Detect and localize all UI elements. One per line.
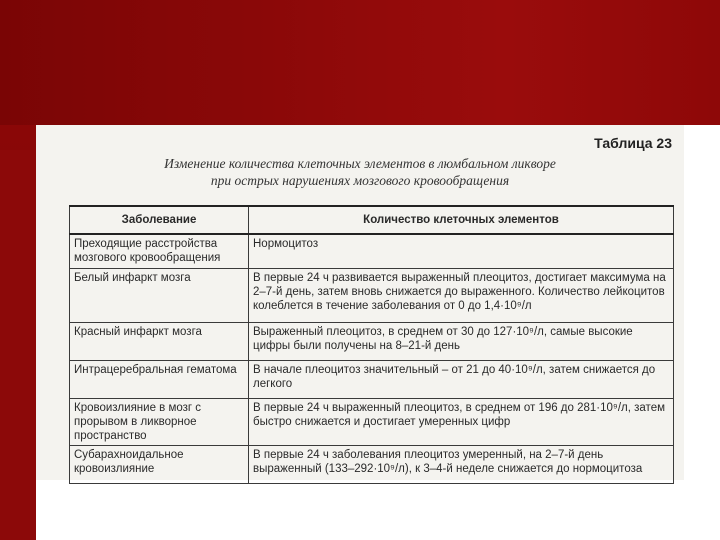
table-row	[70, 445, 674, 483]
disease-cell: Белый инфаркт мозга	[70, 268, 249, 322]
disease-cell: Кровоизлияние в мозг с прорывом в ликворное пространство	[70, 398, 249, 445]
data-table	[69, 205, 674, 484]
cells-cell: В первые 24 ч заболевания плеоцитоз умеренный, на 2–7-й день выраженный (133–292·10⁹/л), к 3–4-й неделе снижается до нормоцитоза	[249, 445, 674, 483]
slide-top-band	[0, 0, 720, 125]
cells-cell: Выраженный плеоцитоз, в среднем от 30 до 127·10⁹/л, самые высокие цифры были получены на 8–21-й день	[249, 322, 674, 360]
table-caption	[36, 155, 684, 189]
column-header-disease: Заболевание	[70, 206, 249, 234]
disease-cell: Красный инфаркт мозга	[70, 322, 249, 360]
column-header-cells: Количество клеточных элементов	[249, 206, 674, 234]
cells-cell: В первые 24 ч развивается выраженный плеоцитоз, достигает максимума на 2–7-й день, затем вновь снижается до выраженного. Количество лейкоцитов колеблется в течение заболевания от 0 до 1,4·10⁹/л	[249, 268, 674, 322]
table-row	[70, 234, 674, 268]
table-row	[70, 398, 674, 445]
cells-cell: В первые 24 ч выраженный плеоцитоз, в среднем от 196 до 281·10⁹/л, затем быстро снижается и достигает умеренных цифр	[249, 398, 674, 445]
caption-line-2: при острых нарушениях мозгового кровообращения	[210, 173, 510, 188]
table-row	[70, 322, 674, 360]
cells-cell: В начале плеоцитоз значительный – от 21 до 40·10⁹/л, затем снижается до легкого	[249, 360, 674, 398]
table-row	[70, 268, 674, 322]
caption-line-1: Изменение количества клеточных элементов в люмбальном ликворе	[164, 156, 556, 171]
disease-cell: Преходящие расстройства мозгового кровообращения	[70, 234, 249, 268]
table-number: Таблица 23	[594, 135, 672, 151]
disease-cell: Субарахноидальное кровоизлияние	[70, 445, 249, 483]
scanned-table-image	[36, 125, 684, 480]
table-row	[70, 360, 674, 398]
disease-cell: Интрацеребральная гематома	[70, 360, 249, 398]
table-header-row	[70, 206, 674, 234]
slide-left-band	[0, 125, 36, 540]
cells-cell: Нормоцитоз	[249, 234, 674, 268]
